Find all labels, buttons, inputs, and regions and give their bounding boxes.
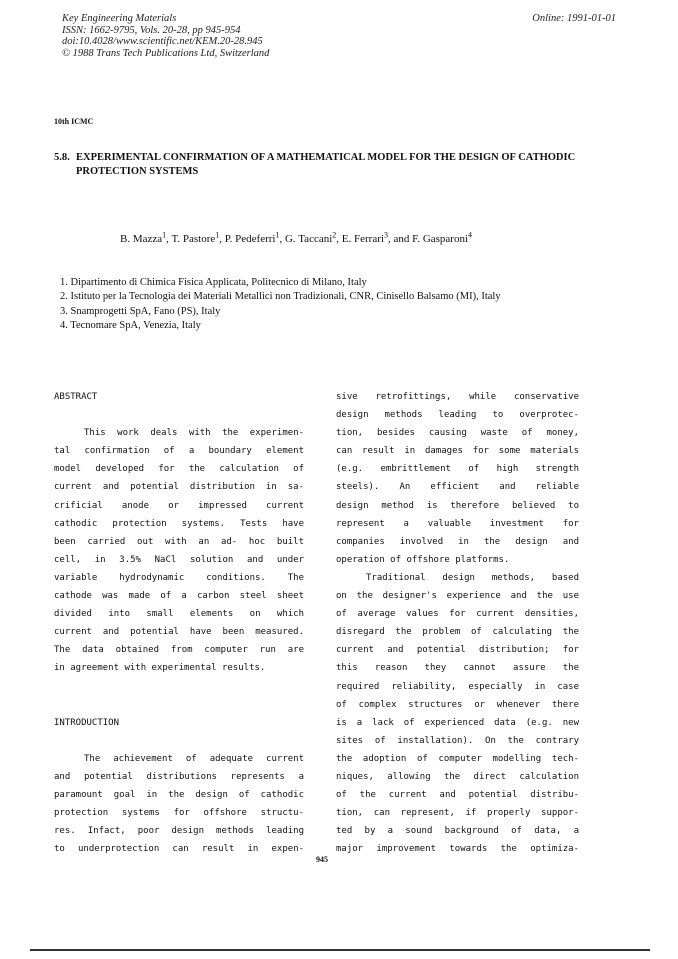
title-line-1: EXPERIMENTAL CONFIRMATION OF A MATHEMATICAL MODEL FOR THE DESIGN OF CATHODIC	[76, 152, 576, 163]
body-line: the adoption of computer modelling tech-	[336, 753, 579, 764]
body-line: can result in damages for some materials	[336, 446, 579, 457]
body-line: Traditional design methods, based	[366, 572, 579, 583]
body-line: of complex structures or whenever there	[336, 699, 579, 710]
abstract-heading: ABSTRACT	[54, 392, 98, 402]
online-date: Online: 1991-01-01	[532, 13, 616, 24]
abstract-line: The data obtained from computer run are	[54, 645, 304, 656]
body-line: ted by a sound background of data, a	[336, 826, 579, 837]
abstract-line: model developed for the calculation of	[54, 464, 304, 475]
author: B. Mazza$^1$,	[120, 230, 172, 245]
intro-line: The achievement of adequate current	[84, 753, 304, 764]
title-line-2: PROTECTION SYSTEMS	[76, 166, 199, 177]
abstract-line: cathodic protection systems. Tests have	[54, 518, 304, 529]
body-line: on the designer's experience and the use	[336, 591, 579, 602]
left-column	[54, 388, 304, 858]
body-line: design method is therefore believed to	[336, 500, 579, 511]
intro-line: paramount goal in the design of cathodic	[54, 790, 304, 801]
affiliation: 2. Istituto per la Tecnologia dei Materiali Metallici non Tradizionali, CNR, Cinisello Balsamo (MI), Italy	[60, 291, 501, 303]
abstract-line: tal confirmation of a boundary element	[54, 446, 304, 457]
affiliation: 4. Tecnomare SpA, Venezia, Italy	[60, 319, 201, 331]
bottom-rule	[30, 949, 650, 951]
intro-line: to underprotection can result in expen-	[54, 844, 304, 855]
body-line: tion, besides causing waste of money,	[336, 428, 579, 439]
abstract-line: current and potential have been measured.	[54, 627, 304, 638]
author: T. Pastore$^1$,	[171, 230, 225, 245]
body-line: design methods leading to overprotec-	[336, 410, 579, 421]
abstract-line: This work deals with the experimen-	[84, 428, 304, 439]
body-line: disregard the problem of calculating the	[336, 627, 579, 638]
body-line: (e.g. embrittlement of high strength	[336, 464, 579, 475]
body-line: sive retrofittings, while conservative	[336, 392, 579, 402]
paper-title	[54, 151, 614, 179]
affiliation: 1. Dipartimento di Chimica Fisica Applicata, Politecnico di Milano, Italy	[60, 277, 367, 288]
body-line: of the current and potential distribu-	[336, 790, 579, 801]
introduction-heading: INTRODUCTION	[54, 717, 120, 728]
body-line: operation of offshore platforms.	[336, 554, 510, 565]
abstract-line: been carried out with an ad- hoc built	[54, 536, 304, 547]
abstract-line: in agreement with experimental results.	[54, 663, 266, 674]
abstract-line: divided into small elements on which	[54, 609, 304, 620]
body-line: companies involved in the design and	[336, 536, 579, 547]
doi-line: doi:10.4028/www.scientific.net/KEM.20-28.945	[62, 36, 263, 47]
right-column	[336, 388, 579, 858]
page-number: 945	[316, 855, 328, 864]
running-head: 10th ICMC	[54, 117, 94, 126]
body-line: sites of installation). On the contrary	[336, 735, 579, 746]
body-line: niques, allowing the direct calculation	[336, 771, 579, 782]
body-line: is a lack of experienced data (e.g. new	[336, 717, 579, 728]
abstract-line: current and potential distribution in sa-	[54, 482, 304, 493]
author: G. Taccani$^2$,	[284, 230, 342, 245]
body-line: of average values for current densities,	[336, 609, 579, 620]
intro-line: res. Infact, poor design methods leading	[54, 826, 304, 837]
abstract-line: cathode was made of a carbon steel sheet	[54, 591, 304, 602]
affiliation-list	[60, 276, 501, 333]
body-line: major improvement towards the optimiza-	[336, 844, 579, 855]
section-number: 5.8.	[54, 152, 70, 163]
intro-line: and potential distributions represents a	[54, 771, 304, 782]
body-line: steels). An efficient and reliable	[336, 482, 579, 493]
body-line: this reason they cannot assure the	[336, 663, 579, 674]
issn-line: ISSN: 1662-9795, Vols. 20-28, pp 945-954	[62, 24, 241, 36]
author: P. Pedeferri$^1$,	[224, 230, 285, 245]
body-line: required reliability, especially in case	[336, 681, 579, 692]
body-line: represent a valuable investment for	[336, 518, 579, 529]
copyright-line: © 1988 Trans Tech Publications Ltd, Switzerland	[62, 47, 270, 59]
author-list	[120, 230, 472, 245]
abstract-line: crificial anode or impressed current	[54, 500, 304, 511]
body-line: current and potential distribution; for	[336, 645, 579, 656]
intro-line: protection systems for offshore structu-	[54, 808, 304, 819]
body-line: tion, can represent, if properly suppor-	[336, 808, 579, 819]
journal-name: Key Engineering Materials	[62, 13, 177, 24]
author: E. Ferrari$^3$, and	[341, 230, 413, 245]
publication-header	[62, 13, 269, 59]
affiliation: 3. Snamprogetti SpA, Fano (PS), Italy	[60, 305, 221, 317]
author: F. Gasparoni$^4$	[412, 230, 473, 245]
abstract-line: variable hydrodynamic conditions. The	[54, 572, 304, 583]
abstract-line: cell, in 3.5% NaCl solution and under	[54, 554, 304, 565]
